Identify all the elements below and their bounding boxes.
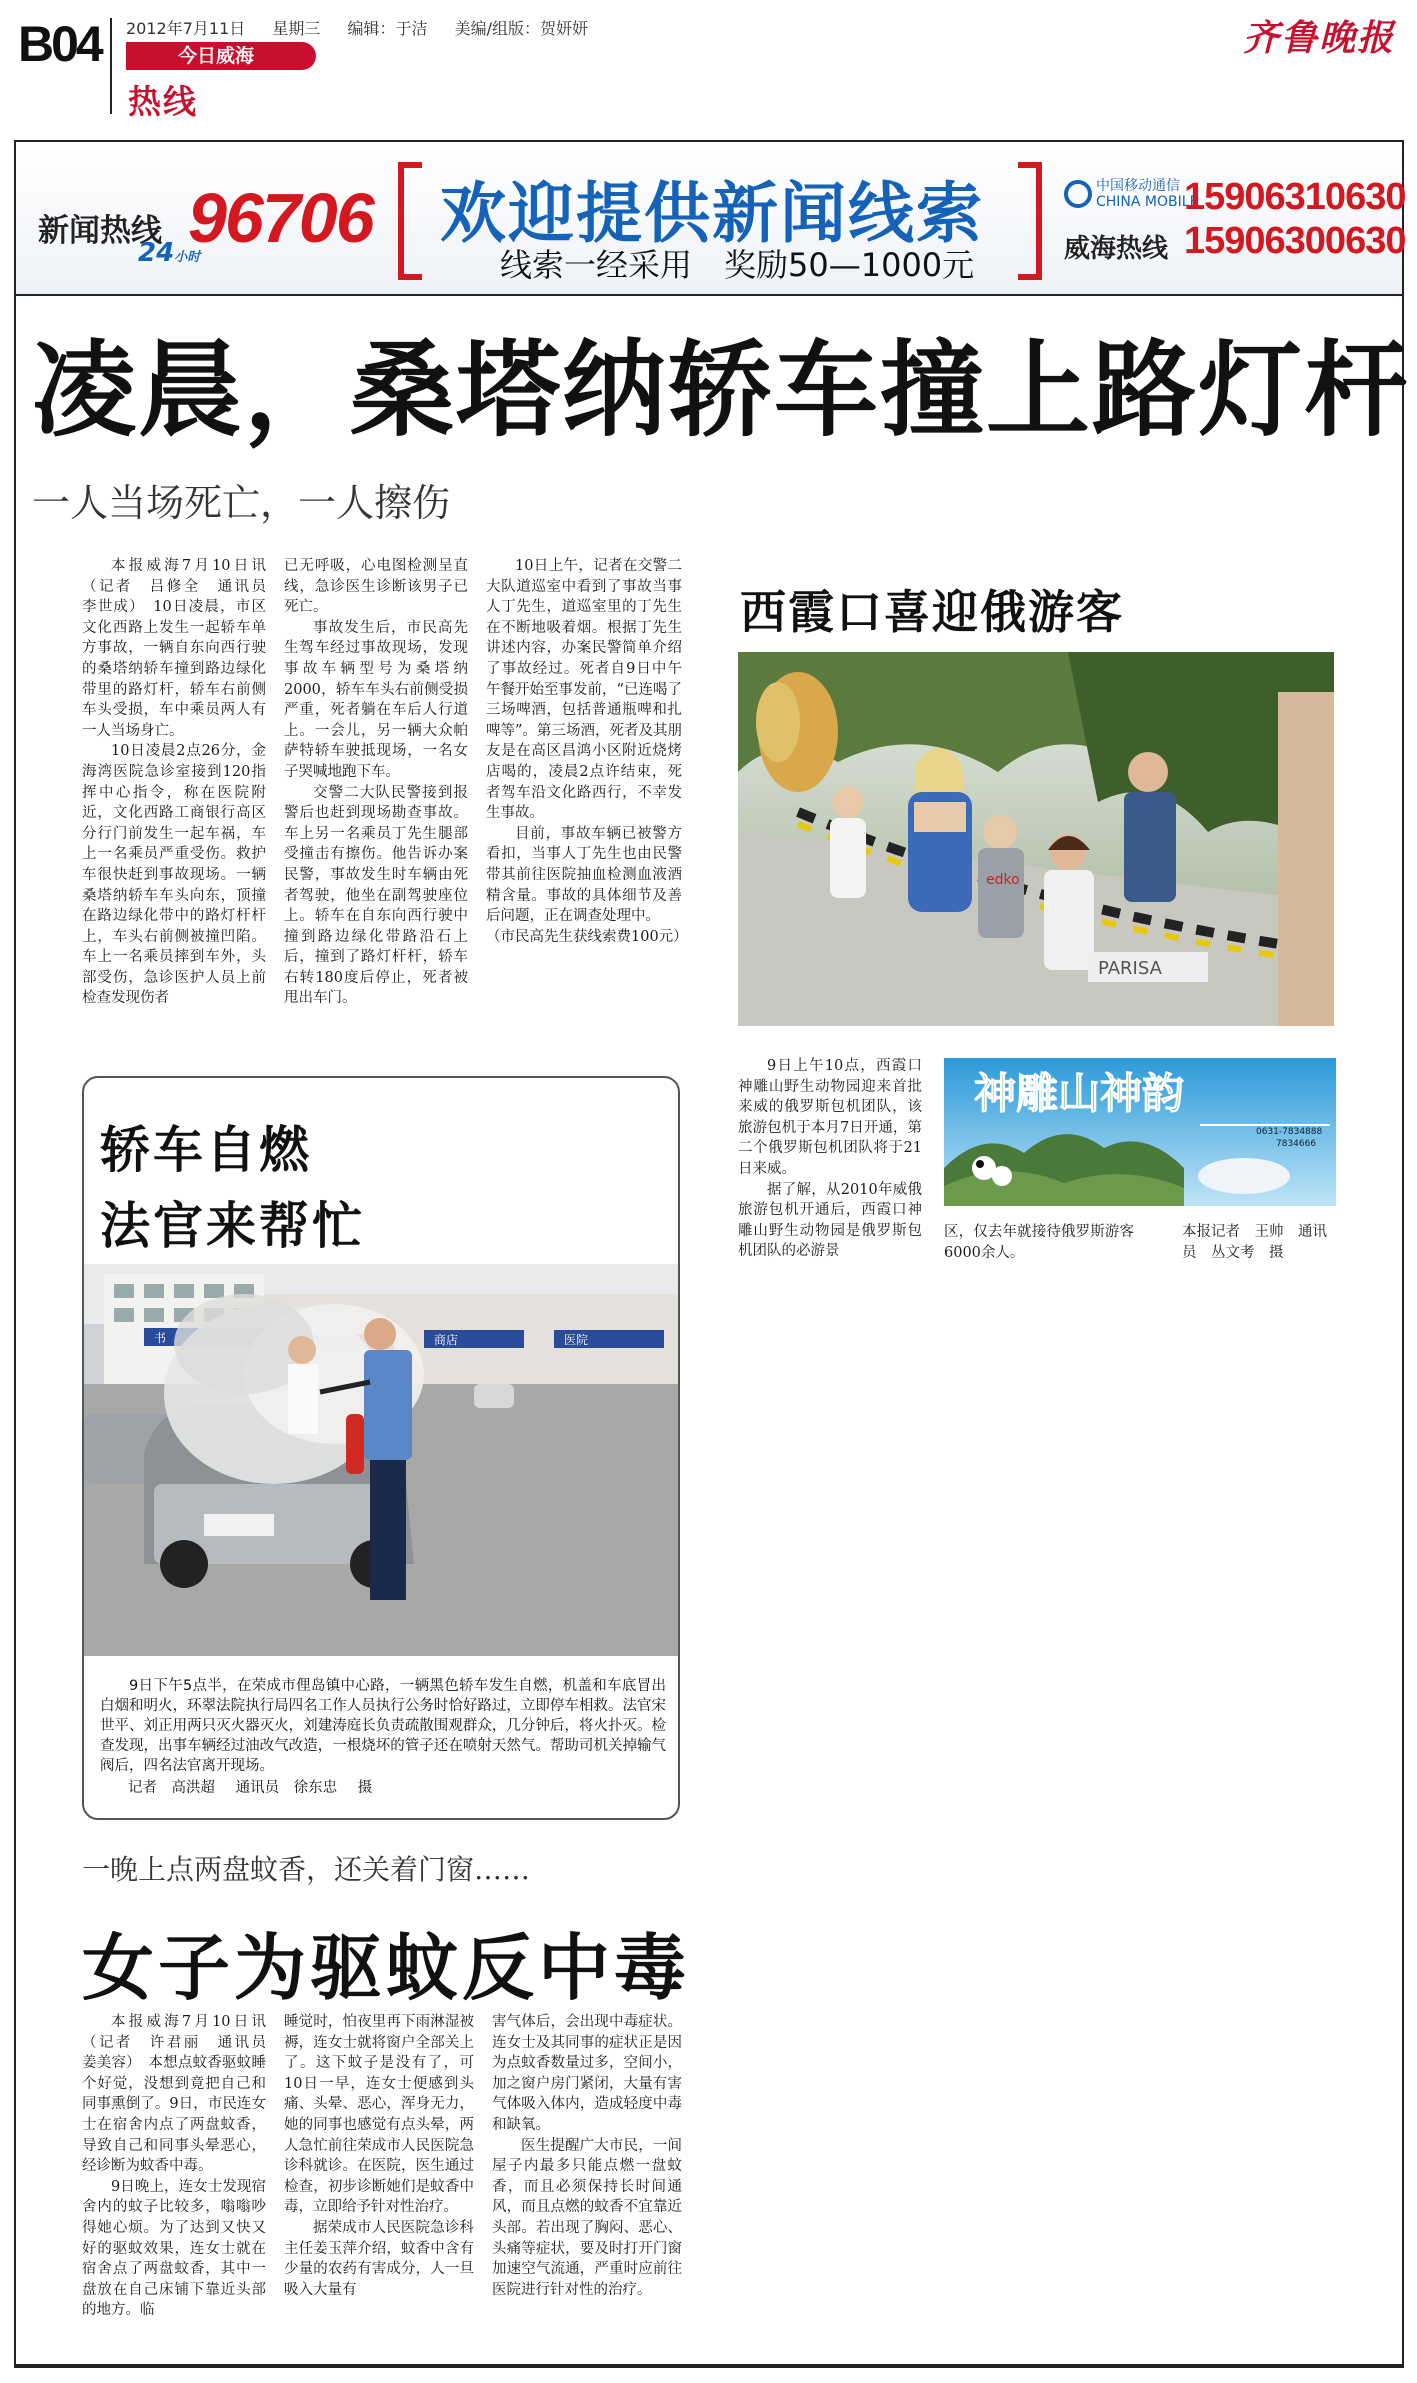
story2-caption-paragraph: 据了解，从2010年威俄旅游包机开通后，西霞口神雕山野生动物园是俄罗斯包机团队的必游景 [738,1181,922,1260]
tourists-photo [738,652,1334,1026]
story4-headline: 女子为驱蚊反中毒 [82,1926,691,2010]
banner-hours: 24 [138,238,175,268]
ad-phone-1: 0631-7834888 [1256,1127,1323,1137]
story1-column-3 [486,556,688,947]
carrier-name-cn: 中国移动通信 [1096,178,1180,194]
carrier-name-en: CHINA MOBILE [1096,194,1199,210]
photo-sign-4: 医院 [564,1333,589,1347]
ad-phone-2: 7834666 [1276,1139,1317,1149]
story3-headline-line1: 轿车自燃 [100,1121,312,1179]
story4-paragraph: 害气体后，会出现中毒症状。连女士及其同事的症状正是因为点蚊香数量过多，空间小，加之窗户房门紧闭，大量有害气体吸入体内，造成轻度中毒和缺氧。 [492,2014,682,2133]
banner-24h [138,238,200,268]
story1-paragraph: 10日凌晨2点26分，金海湾医院急诊室接到120指挥中心指令，称在医院附近，文化西路工商银行高区分行门前发生一起车祸，车上一名乘员严重受伤。救护车很快赶到事故现场。一辆桑塔纳轿车车头向东，顶撞在路边绿化带中的路灯杆杆上，车头右前侧被撞凹陷。车上一名乘员摔到车外，头部受伤，急诊医护人员上前检查发现伤者 [82,743,266,1007]
photo-sign-1: 书 [154,1331,167,1345]
issue-weekday: 星期三 [272,19,321,38]
story1-paragraph: 已无呼吸，心电图检测呈直线，急诊医生诊断该男子已死亡。 [284,558,468,616]
story1-tip-credit: （市民高先生获线索费100元） [486,928,688,945]
story4-paragraph: 医生提醒广大市民，一间屋子内最多只能点燃一盘蚊香，而且必须保持长时间通风，而且点燃的蚊香不宜靠近头部。若出现了胸闷、恶心、头痛等症状，要及时打开门窗加速空气流通，严重时应前往医院进行针对性的治疗。 [492,2137,682,2298]
story3-credit-reporter: 记者 高洪超 [128,1780,215,1796]
story4-paragraph: 9日晚上，连女士发现宿舍内的蚊子比较多，嗡嗡吵得她心烦。为了达到又快又好的驱蚊效果，连女士就在宿舍点了两盘蚊香，其中一盘放在自己床铺下靠近头部的地方。临 [82,2178,266,2319]
ad-title: 神雕山神韵 [974,1069,1185,1118]
banner-bracket-right [1018,162,1042,280]
banner-bracket-left [398,162,422,280]
car-fire-photo-image [84,1264,678,1656]
story3-credit-tail: 摄 [357,1780,373,1796]
section-title: 热线 [128,82,198,121]
story2-caption-paragraph: 9日上午10点，西霞口神雕山野生动物园迎来首批来威的俄罗斯包机团队，该旅游包机于本月7日开通，第二个俄罗斯包机团队将于21日来威。 [738,1058,922,1177]
banner-hours-unit: 小时 [174,250,201,265]
car-fire-photo [84,1264,678,1656]
banner-label: 新闻热线 [38,213,162,249]
story4-kicker: 一晚上点两盘蚊香，还关着门窗…… [82,1853,531,1886]
story3-photo-credit [128,1776,388,1797]
banner-slogan: 欢迎提供新闻线索 [440,175,984,252]
designer-credit: 美编/组版：贺妍妍 [454,19,588,38]
section-pill: 今日威海 [126,42,316,70]
story2-caption-continued [944,1222,1134,1263]
story2-caption [738,1056,922,1262]
story1-paragraph: 事故发生后，市民高先生驾车经过事故现场，发现事故车辆型号为桑塔纳2000，轿车车头右前侧受损严重，死者躺在车后人行道上。一会儿，另一辆大众帕萨特轿车驶抵现场，一名女子哭喊地跑下车。 [284,619,468,780]
story1-paragraph: 本报威海7月10日讯（记者 吕修全 通讯员 李世成） 10日凌晨，市区文化西路上发生一起轿车单方事故，一辆自东向西行驶的桑塔纳轿车撞到路边绿化带里的路灯杆，轿车右前侧车头受损，车中乘员两人有一人当场身亡。 [82,558,281,739]
story1-column-1 [82,556,281,1009]
banner-reward: 线索一经采用 奖励50—1000元 [500,246,975,284]
newspaper-logo: 齐鲁晚报 [1242,17,1395,59]
shirt-logo: edko [986,872,1020,888]
story2-caption-paragraph: 区，仅去年就接待俄罗斯游客6000余人。 [944,1224,1134,1261]
story2-headline: 西霞口喜迎俄游客 [740,585,1124,639]
story4-column-2 [284,2012,474,2300]
story2-credit-text: 本报记者 王帅 通讯员 丛文考 摄 [1182,1224,1327,1261]
page-number: B04 [18,16,101,72]
story4-column-1 [82,2012,281,2321]
story3-headline-line2: 法官来帮忙 [100,1197,365,1255]
header-divider [110,18,112,114]
header-meta [126,16,610,39]
story3-caption [100,1676,666,1776]
hotline-phone-2: 15906300630 [1184,220,1406,262]
story4-column-3 [492,2012,682,2300]
story1-paragraph: 10日上午，记者在交警二大队道巡室中看到了事故当事人丁先生，道巡室里的丁先生在不断地吸着烟。根据丁先生讲述内容，办案民警简单介绍了事故经过。死者自9日中午午餐开始至事发前，“已连喝了三场啤酒，包括普通瓶啤和扎啤等”。第三场酒，死者及其朋友是在高区昌鸿小区附近烧烤店喝的，凌晨2点许结束，死者驾车沿文化路西行，不幸发生事故。 [486,558,682,822]
editor-credit: 编辑：于洁 [347,19,428,38]
tourists-photo-image [738,652,1334,1026]
story1-paragraph: 交警二大队民警接到报警后也赶到现场勘查事故。车上另一名乘员丁先生腿部受撞击有擦伤。他告诉办案民警，事故发生时车辆由死者驾驶，他坐在副驾驶座位上。轿车在自东向西行驶中撞到路边绿化带路沿石上后，撞到了路灯杆杆，轿车右转180度后停止，死者被甩出车门。 [284,784,468,1007]
photo-sign-text: PARISA [1098,958,1162,979]
story3-credit-corr: 通讯员 徐东忠 [235,1780,338,1796]
hotline-label: 威海热线 [1064,234,1169,264]
photo-sign-3: 商店 [434,1333,459,1347]
hotline-phone-1: 15906310630 [1184,176,1406,218]
story4-paragraph: 据荣成市人民医院急诊科主任姜玉萍介绍，蚊香中含有少量的农药有害成分，人一旦吸入大量有 [284,2219,474,2298]
banner-hotline-number: 96706 [188,179,373,257]
story3-caption-text: 9日下午5点半，在荣成市俚岛镇中心路，一辆黑色轿车发生自燃，机盖和车底冒出白烟和明火，环翠法院执行局四名工作人员执行公务时恰好路过，立即停车相救。法官宋世平、刘正用两只灭火器灭火，刘建涛庭长负责疏散围观群众，几分钟后，将火扑灭。检查发现，出事车辆经过油改气改造，一根烧坏的管子还在喷射天然气。帮助司机关掉输气阀后，四名法官离开现场。 [100,1678,666,1774]
story1-paragraph: 目前，事故车辆已被警方看扣，当事人丁先生也由民警带其前往医院抽血检测血液酒精含量。事故的具体细节及善后问题，正在调查处理中。 [486,825,682,925]
story2-photo-credit [1182,1222,1340,1263]
story4-paragraph: 睡觉时，怕夜里再下雨淋湿被褥，连女士就将窗户全部关上了。这下蚊子是没有了，可10日一早，连女士便感到头痛、头晕、恶心，浑身无力，她的同事也感觉有点头晕，两人急忙前往荣成市人民医院急诊科就诊。在医院，医生通过检查，初步诊断她们是蚊香中毒，立即给予针对性治疗。 [284,2014,474,2216]
main-subheadline: 一人当场死亡，一人擦伤 [32,481,451,525]
main-headline: 凌晨，桑塔纳轿车撞上路灯杆 [32,329,1411,451]
story1-column-2 [284,556,468,1009]
ad-image [944,1058,1336,1206]
story4-paragraph: 本报威海7月10日讯（记者 许君丽 通讯员 姜美容） 本想点蚊香驱蚊睡个好觉，没想到竟把自己和同事熏倒了。9日，市民连女士在宿舍内点了两盘蚊香，导致自己和同事头晕恶心，经诊断为蚊香中毒。 [82,2014,281,2175]
shendiao-mountain-ad [944,1058,1336,1206]
issue-date: 2012年7月11日 [126,19,246,38]
china-mobile-logo-icon [1064,180,1092,208]
